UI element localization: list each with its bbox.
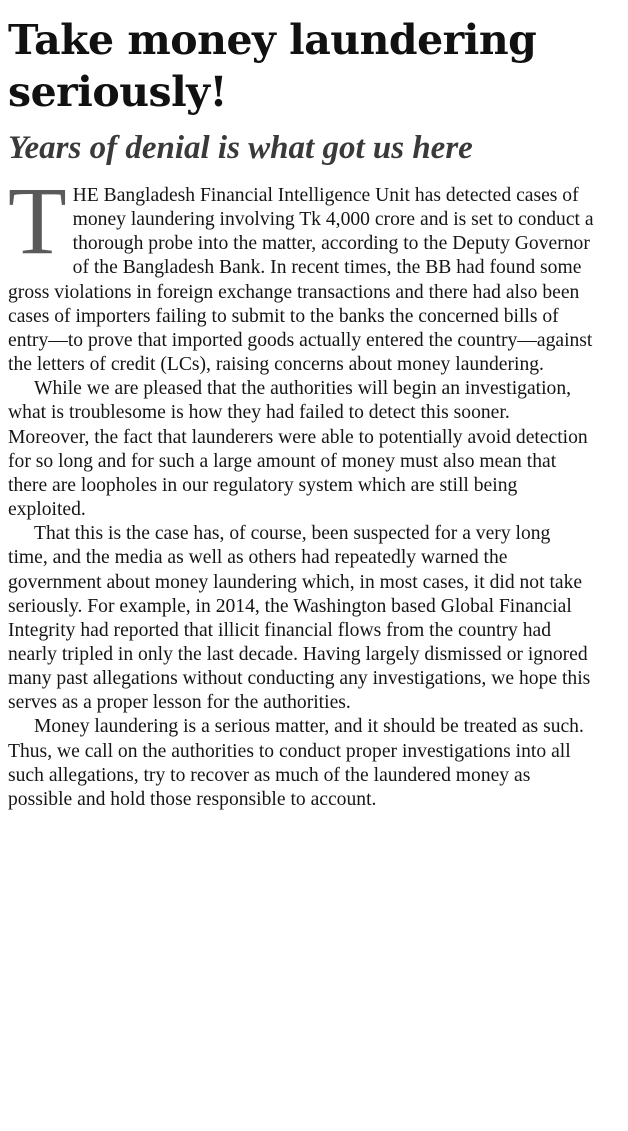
paragraph-4: Money laundering is a serious matter, and it should be treated as such. Thus, we call on the authorities to conduct proper investigations into all such allegations, try to recover as much of the laundered money as possible and hold those responsible to account.	[8, 716, 584, 810]
paragraph-2: While we are pleased that the authorities will begin an investigation, what is troublesome is how they had failed to detect this sooner. Moreover, the fact that launderers were able to potentially avoid detection for so long and for such a large amount of money must also mean that there are loopholes in our regulatory system which are still being exploited.	[8, 378, 588, 521]
drop-cap: T	[8, 167, 67, 274]
subheadline: Years of denial is what got us here	[8, 130, 473, 166]
headline: Take money laundering seriously!	[8, 16, 537, 116]
paragraph-3: That this is the case has, of course, been suspected for a very long time, and the media as well as others had repeatedly warned the government about money laundering which, in most cases, it did not take seriously. For example, in 2014, the Washington based Global Financial Integrity had reported that illicit financial flows from the country had nearly tripled in only the last decade. Having largely dismissed or ignored many past allegations without conducting any investigations, we hope this serves as a proper lesson for the authorities.	[8, 523, 591, 714]
paragraph-1	[8, 167, 594, 377]
article-body	[8, 167, 594, 812]
editorial-article	[8, 14, 594, 812]
paragraph-1-text: HE Bangladesh Financial Intelligence Unit has detected cases of money laundering involving Tk 4,000 crore and is set to conduct a thorough probe into the matter, according to the Deputy Governor of the Bangladesh Bank. In recent times, the BB had found some gross violations in foreign exchange transactions and there had also been cases of importers failing to submit to the banks the concerned bills of entry—to prove that imported goods actually entered the country—against the letters of credit (LCs), raising concerns about money laundering.	[8, 185, 594, 376]
